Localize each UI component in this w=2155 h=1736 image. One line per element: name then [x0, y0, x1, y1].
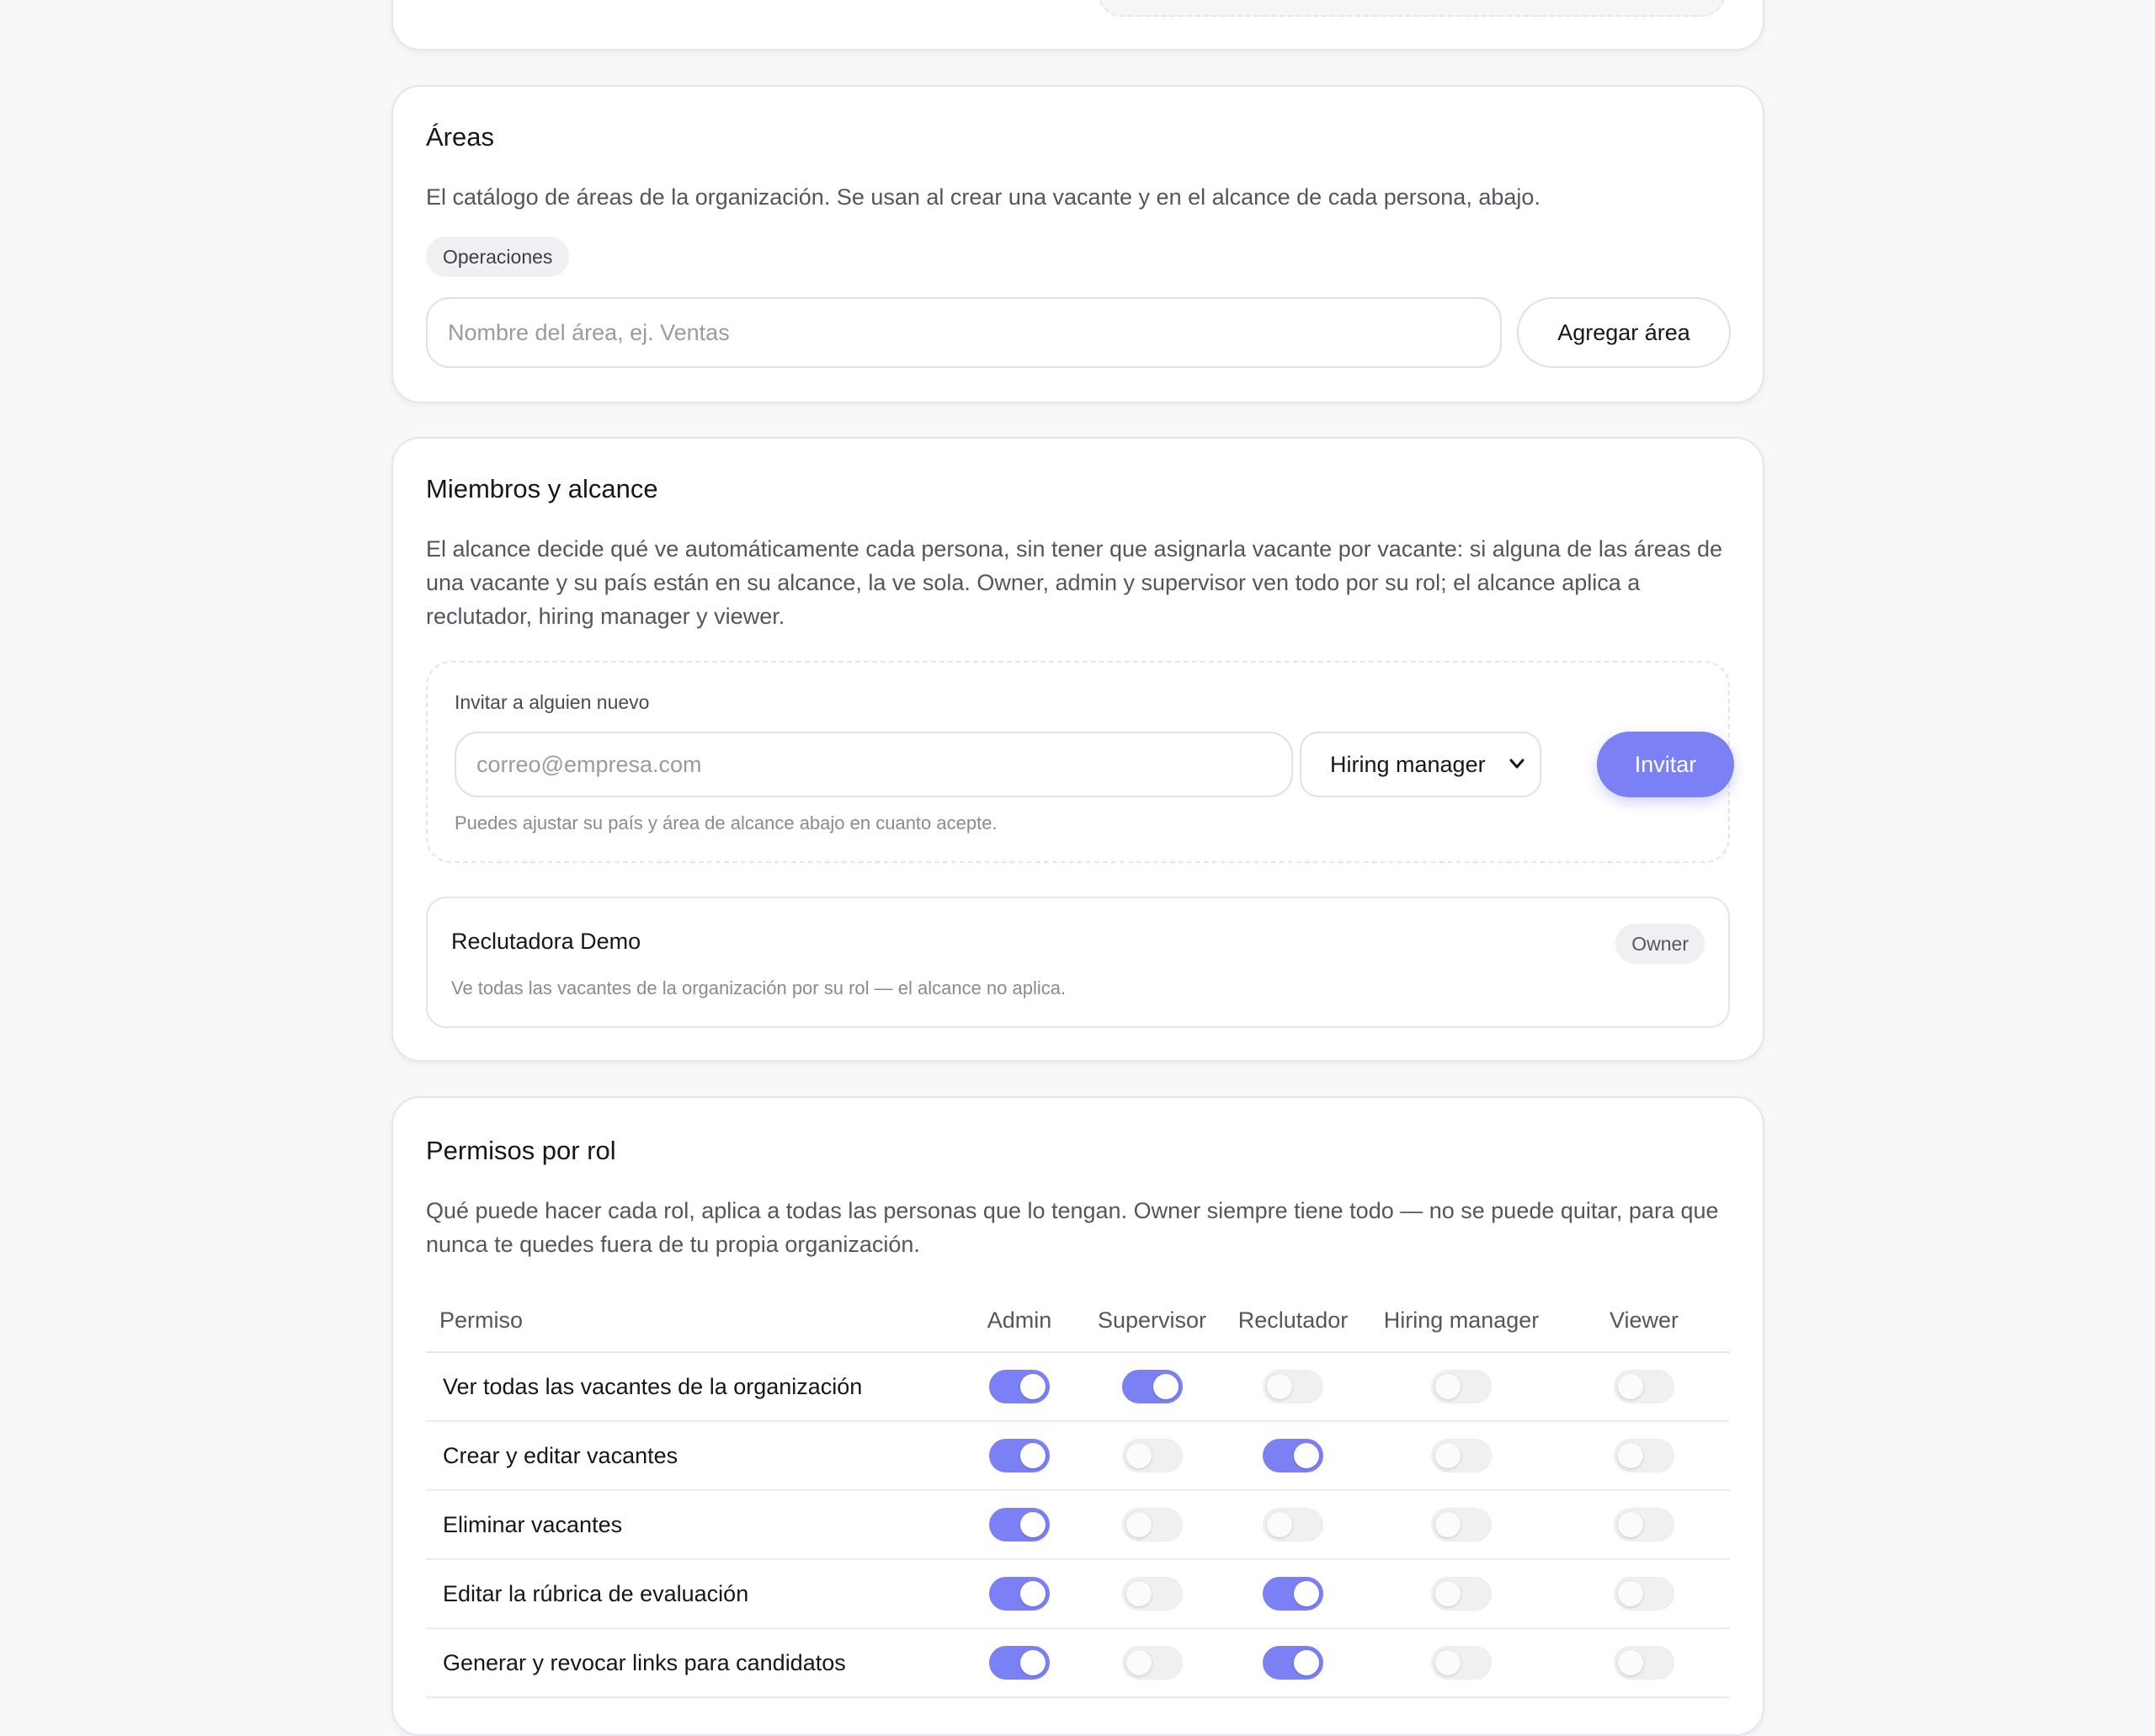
permission-cell — [956, 1421, 1083, 1490]
areas-title: Áreas — [426, 122, 494, 152]
toggle-knob — [1294, 1443, 1319, 1468]
area-chip-operaciones: Operaciones — [426, 237, 569, 277]
header-supervisor: Supervisor — [1083, 1288, 1221, 1352]
invite-button[interactable]: Invitar — [1597, 732, 1734, 797]
invite-email-input[interactable]: correo@empresa.com — [455, 732, 1293, 797]
toggle-knob — [1618, 1443, 1643, 1468]
members-title: Miembros y alcance — [426, 474, 658, 503]
toggle-knob — [1294, 1581, 1319, 1606]
permission-cell — [956, 1559, 1083, 1628]
previous-section-card — [391, 0, 1764, 51]
permissions-description: Qué puede hacer cada rol, aplica a todas las personas que lo tengan. Owner siempre tiene todo — no se puede quitar, para que nunca te quedes fuera de tu propia organización. — [426, 1198, 1719, 1257]
toggle-knob — [1126, 1443, 1152, 1468]
permission-cell — [1221, 1352, 1365, 1421]
permissions-title: Permisos por rol — [426, 1136, 616, 1165]
permission-cell — [956, 1352, 1083, 1421]
toggle-knob — [1435, 1650, 1461, 1675]
toggle-admin[interactable] — [989, 1370, 1050, 1403]
table-row — [426, 1352, 1730, 1421]
toggle-reclutador[interactable] — [1263, 1439, 1323, 1472]
invite-hint: Puedes ajustar su país y área de alcance abajo en cuanto acepte. — [455, 812, 998, 833]
permission-cell — [1083, 1421, 1221, 1490]
toggle-viewer[interactable] — [1614, 1508, 1674, 1542]
permission-cell — [956, 1628, 1083, 1697]
permission-cell — [1558, 1559, 1730, 1628]
permission-cell — [1083, 1559, 1221, 1628]
permission-cell — [1558, 1421, 1730, 1490]
permission-label: Eliminar vacantes — [426, 1490, 956, 1559]
permissions-body — [426, 1352, 1730, 1697]
toggle-hiring-manager[interactable] — [1431, 1577, 1492, 1611]
toggle-knob — [1020, 1512, 1046, 1537]
toggle-knob — [1126, 1650, 1152, 1675]
permissions-card — [391, 1096, 1764, 1736]
toggle-knob — [1618, 1650, 1643, 1675]
permission-cell — [1083, 1352, 1221, 1421]
permission-cell — [1558, 1352, 1730, 1421]
toggle-supervisor[interactable] — [1122, 1508, 1183, 1542]
toggle-hiring-manager[interactable] — [1431, 1508, 1492, 1542]
permission-cell — [1365, 1559, 1558, 1628]
toggle-knob — [1294, 1650, 1319, 1675]
permission-cell — [1365, 1628, 1558, 1697]
permission-label: Ver todas las vacantes de la organización — [426, 1352, 956, 1421]
toggle-supervisor[interactable] — [1122, 1646, 1183, 1680]
toggle-knob — [1435, 1374, 1461, 1399]
toggle-knob — [1435, 1581, 1461, 1606]
toggle-knob — [1618, 1374, 1643, 1399]
toggle-knob — [1435, 1512, 1461, 1537]
members-card — [391, 437, 1764, 1062]
toggle-hiring-manager[interactable] — [1431, 1646, 1492, 1680]
permission-label: Editar la rúbrica de evaluación — [426, 1559, 956, 1628]
permission-cell — [1221, 1421, 1365, 1490]
header-viewer: Viewer — [1558, 1288, 1730, 1352]
toggle-hiring-manager[interactable] — [1431, 1439, 1492, 1472]
toggle-reclutador[interactable] — [1263, 1370, 1323, 1403]
toggle-viewer[interactable] — [1614, 1577, 1674, 1611]
toggle-knob — [1126, 1581, 1152, 1606]
table-row — [426, 1628, 1730, 1697]
permission-cell — [1558, 1490, 1730, 1559]
toggle-viewer[interactable] — [1614, 1370, 1674, 1403]
permission-label: Crear y editar vacantes — [426, 1421, 956, 1490]
member-item[interactable] — [426, 897, 1730, 1028]
toggle-supervisor[interactable] — [1122, 1439, 1183, 1472]
toggle-admin[interactable] — [989, 1577, 1050, 1611]
header-reclutador: Reclutador — [1221, 1288, 1365, 1352]
toggle-knob — [1020, 1443, 1046, 1468]
toggle-knob — [1618, 1581, 1643, 1606]
toggle-knob — [1153, 1374, 1179, 1399]
permission-cell — [1365, 1490, 1558, 1559]
toggle-knob — [1020, 1581, 1046, 1606]
toggle-knob — [1267, 1374, 1292, 1399]
toggle-knob — [1126, 1512, 1152, 1537]
toggle-admin[interactable] — [989, 1439, 1050, 1472]
toggle-reclutador[interactable] — [1263, 1577, 1323, 1611]
permission-cell — [1083, 1628, 1221, 1697]
areas-card — [391, 85, 1764, 403]
toggle-knob — [1618, 1512, 1643, 1537]
member-scope-note: Ve todas las vacantes de la organización por su rol — el alcance no aplica. — [451, 977, 1067, 998]
toggle-knob — [1435, 1443, 1461, 1468]
permission-cell — [1365, 1421, 1558, 1490]
permission-cell — [1083, 1490, 1221, 1559]
permission-cell — [1558, 1628, 1730, 1697]
toggle-supervisor[interactable] — [1122, 1370, 1183, 1403]
toggle-knob — [1020, 1650, 1046, 1675]
toggle-reclutador[interactable] — [1263, 1508, 1323, 1542]
members-description: El alcance decide qué ve automáticamente cada persona, sin tener que asignarla vacante por vacante: si alguna de las áreas de una vacante y su país están en su alcance, la ve sola. Owner, admin y supervisor ven todo por su rol; el alcance aplica a reclutador, hiring manager y viewer. — [426, 536, 1722, 629]
permission-cell — [1221, 1490, 1365, 1559]
invite-label: Invitar a alguien nuevo — [455, 691, 650, 713]
invite-role-value: Hiring manager — [1330, 752, 1486, 777]
chevron-down-icon — [1508, 733, 1526, 796]
add-area-button[interactable]: Agregar área — [1517, 297, 1731, 368]
permission-cell — [1365, 1352, 1558, 1421]
area-name-input[interactable]: Nombre del área, ej. Ventas — [426, 297, 1502, 368]
toggle-admin[interactable] — [989, 1646, 1050, 1680]
header-hiring-manager: Hiring manager — [1365, 1288, 1558, 1352]
invite-role-select[interactable] — [1300, 732, 1541, 797]
header-admin: Admin — [956, 1288, 1083, 1352]
toggle-admin[interactable] — [989, 1508, 1050, 1542]
permissions-header-row — [426, 1288, 1730, 1352]
toggle-knob — [1267, 1512, 1292, 1537]
table-row — [426, 1490, 1730, 1559]
permission-cell — [1221, 1559, 1365, 1628]
toggle-viewer[interactable] — [1614, 1646, 1674, 1680]
toggle-reclutador[interactable] — [1263, 1646, 1323, 1680]
permission-label: Generar y revocar links para candidatos — [426, 1628, 956, 1697]
previous-section-field — [1098, 0, 1726, 17]
toggle-supervisor[interactable] — [1122, 1577, 1183, 1611]
toggle-hiring-manager[interactable] — [1431, 1370, 1492, 1403]
toggle-viewer[interactable] — [1614, 1439, 1674, 1472]
member-name: Reclutadora Demo — [451, 929, 641, 954]
toggle-knob — [1020, 1374, 1046, 1399]
member-role-badge: Owner — [1615, 924, 1705, 964]
invite-panel — [426, 661, 1730, 863]
permission-cell — [1221, 1628, 1365, 1697]
table-row — [426, 1421, 1730, 1490]
header-permiso: Permiso — [426, 1288, 956, 1352]
permissions-table — [426, 1288, 1730, 1698]
table-row — [426, 1559, 1730, 1628]
permission-cell — [956, 1490, 1083, 1559]
areas-description: El catálogo de áreas de la organización. Se usan al crear una vacante y en el alcance de cada persona, abajo. — [426, 184, 1540, 210]
